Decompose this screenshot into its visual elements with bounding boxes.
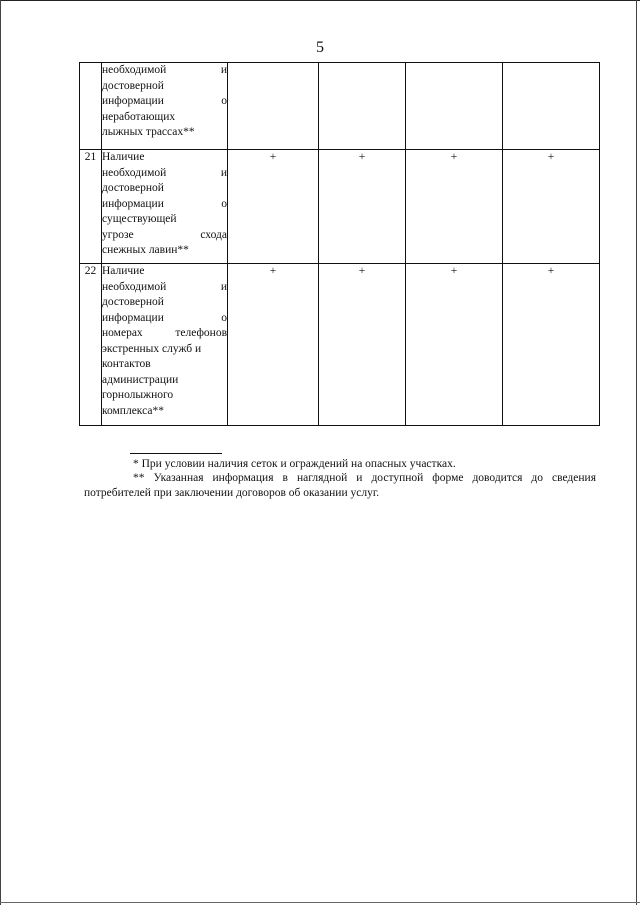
description-word: контактов <box>102 358 151 370</box>
description-line <box>102 295 227 311</box>
row-description <box>102 264 228 426</box>
description-line <box>102 181 227 197</box>
description-line <box>102 94 227 110</box>
description-word: экстренных служб и <box>102 342 202 355</box>
table-row <box>80 63 600 150</box>
page-border-right <box>636 0 637 905</box>
description-line <box>102 264 227 280</box>
row-mark: + <box>503 264 600 426</box>
description-line <box>102 212 227 228</box>
description-word: схода <box>200 228 227 241</box>
description-word: информации <box>102 311 164 324</box>
row-mark <box>319 63 406 150</box>
page-number: 5 <box>316 39 324 56</box>
row-mark: + <box>406 150 503 264</box>
description-word: необходимой <box>102 64 167 76</box>
row-number <box>80 63 102 150</box>
row-mark <box>406 63 503 150</box>
page-border-left <box>0 0 1 905</box>
description-line <box>102 243 227 259</box>
description-word: комплекса** <box>102 404 164 417</box>
table-row <box>80 264 600 426</box>
description-word: необходимой <box>102 280 167 293</box>
description-word: достоверной <box>102 296 164 308</box>
description-line <box>102 125 227 141</box>
row-number: 22 <box>80 264 102 426</box>
table-row <box>80 150 600 264</box>
description-line <box>102 311 227 327</box>
description-word: информации <box>102 95 164 107</box>
page-border-bottom <box>0 902 640 903</box>
description-line <box>102 79 227 95</box>
description-line <box>102 280 227 296</box>
description-line <box>102 388 227 404</box>
footnote-2: ** Указанная информация в наглядной и доступной форме доводится до сведения потребителей при заключении договоров об оказании услуг. <box>84 472 596 499</box>
description-word: номерах <box>102 327 143 339</box>
description-word: лыжных трассах** <box>102 126 195 138</box>
description-line <box>102 228 227 244</box>
description-line <box>102 197 227 213</box>
description-word: информации <box>102 197 164 210</box>
description-word: горнолыжного <box>102 389 174 401</box>
row-description <box>102 63 228 150</box>
description-word: о <box>221 311 227 324</box>
row-mark: + <box>319 150 406 264</box>
row-mark <box>228 63 319 150</box>
description-line <box>102 342 227 358</box>
description-word: достоверной <box>102 79 164 92</box>
description-word: существующей <box>102 213 177 225</box>
page-border-top <box>0 0 640 1</box>
description-word: необходимой <box>102 166 167 179</box>
row-mark: + <box>228 264 319 426</box>
description-word: администрации <box>102 373 179 386</box>
row-description <box>102 150 228 264</box>
row-mark: + <box>406 264 503 426</box>
row-mark: + <box>228 150 319 264</box>
description-line <box>102 63 227 79</box>
description-word: и <box>220 280 227 293</box>
description-line <box>102 326 227 342</box>
description-word: снежных лавин** <box>102 244 189 256</box>
description-word: о <box>221 197 227 210</box>
description-line <box>102 110 227 126</box>
description-line <box>102 166 227 182</box>
description-word: угрозе <box>102 228 134 241</box>
row-mark: + <box>319 264 406 426</box>
description-word: Наличие <box>102 265 145 277</box>
footnote-separator <box>130 453 222 454</box>
description-word: и <box>220 166 227 179</box>
description-word: неработающих <box>102 110 176 123</box>
footnote-1: * При условии наличия сеток и ограждений на опасных участках. <box>133 458 456 470</box>
description-word: и <box>220 64 227 76</box>
description-line <box>102 404 227 420</box>
description-word: о <box>221 95 227 107</box>
services-table <box>79 62 600 426</box>
description-word: телефонов <box>175 327 227 339</box>
description-word: Наличие <box>102 151 145 163</box>
description-line <box>102 150 227 166</box>
row-number: 21 <box>80 150 102 264</box>
description-line <box>102 373 227 389</box>
description-word: достоверной <box>102 182 164 194</box>
row-mark: + <box>503 150 600 264</box>
row-mark <box>503 63 600 150</box>
description-line <box>102 357 227 373</box>
